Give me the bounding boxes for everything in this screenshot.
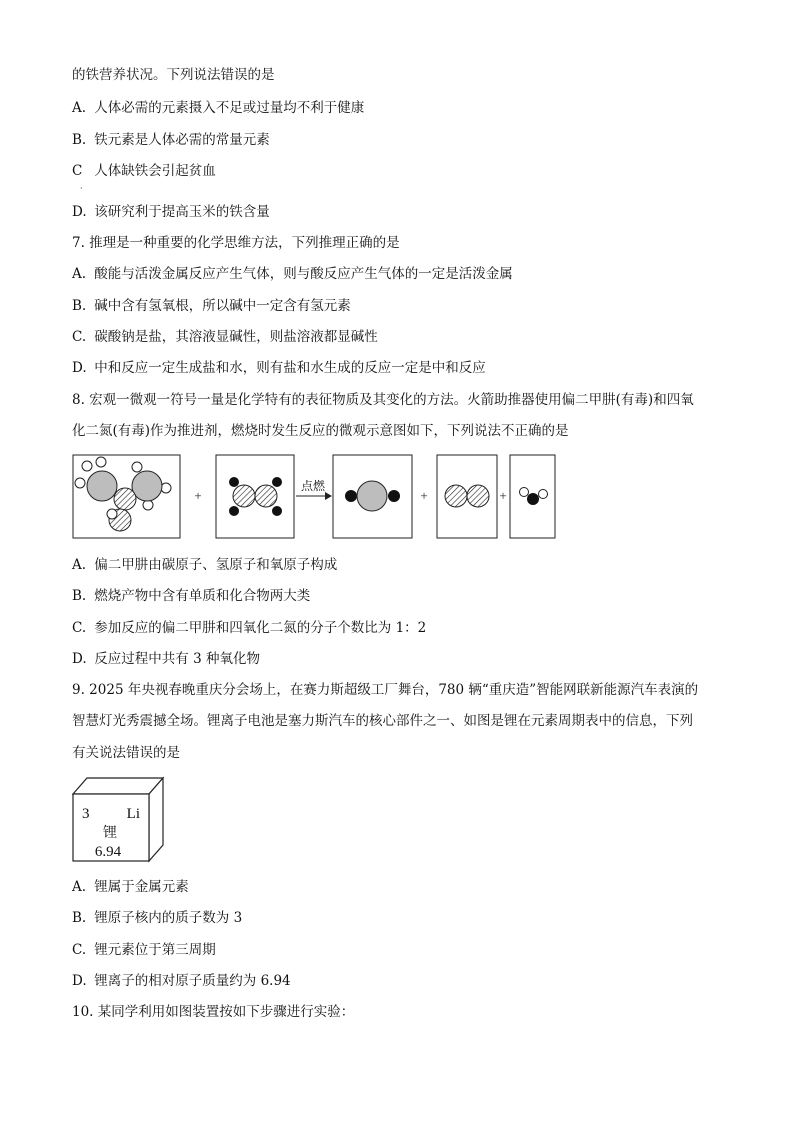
q9-stem-line3: 有关说法错误的是 (72, 745, 180, 761)
option-text: 参加反应的偏二甲肼和四氧化二氮的分子个数比为 1：2 (94, 620, 427, 636)
plus-sign-2: + (420, 488, 428, 503)
option-letter: A. (72, 879, 87, 895)
q7-stem: 7. 推理是一种重要的化学思维方法，下列推理正确的是 (72, 235, 400, 251)
ignite-label: 点燃 (300, 479, 326, 493)
option-letter: D. (72, 204, 87, 220)
option-text: 锂元素位于第三周期 (94, 942, 216, 958)
option-letter: D. (72, 651, 87, 667)
option-text: 锂原子核内的质子数为 3 (94, 910, 243, 926)
q9-option-d[interactable] (72, 972, 291, 990)
option-letter: B. (72, 132, 87, 148)
option-text: 偏二甲肼由碳原子、氢原子和氧原子构成 (94, 557, 338, 573)
option-letter: B. (72, 298, 87, 314)
option-text: 碳酸钠是盐，其溶液显碱性，则盐溶液都显碱性 (94, 329, 378, 345)
option-text: 锂属于金属元素 (94, 879, 189, 895)
q10-stem: 10. 某同学利用如图装置按如下步骤进行实验： (72, 1004, 355, 1020)
option-letter: A. (72, 557, 87, 573)
plus-sign-1: + (194, 488, 202, 503)
option-letter: C. (72, 942, 87, 958)
q8-stem-line1: 8. 宏观一微观一符号一量是化学特有的表征物质及其变化的方法。火箭助推器使用偏二甲肼(有毒)和四氧 (72, 392, 694, 408)
option-text: 碱中含有氢氧根，所以碱中一定含有氢元素 (94, 298, 351, 314)
option-text: 该研究利于提高玉米的铁含量 (94, 204, 270, 220)
option-text: 反应过程中共有 3 种氧化物 (94, 651, 260, 667)
option-letter: D. (72, 973, 87, 989)
plus-sign-3: + (499, 488, 507, 503)
q6-stem-continuation: 的铁营养状况。下列说法错误的是 (72, 67, 275, 83)
option-text: 燃烧产物中含有单质和化合物两大类 (94, 588, 311, 604)
element-symbol: Li (126, 806, 140, 822)
option-text: 酸能与活泼金属反应产生气体，则与酸反应产生气体的一定是活泼金属 (94, 266, 513, 282)
atomic-number: 3 (82, 806, 90, 822)
q9-option-a[interactable] (72, 878, 189, 896)
option-letter: A. (72, 100, 87, 116)
option-letter: A. (72, 266, 87, 282)
q9-option-b[interactable] (72, 909, 242, 927)
option-letter: C (72, 163, 83, 179)
q8-stem-line2: 化二氮(有毒)作为推进剂，燃烧时发生反应的微观示意图如下，下列说法不正确的是 (72, 423, 569, 439)
q9-stem-line2: 智慧灯光秀震撼全场。锂离子电池是塞力斯汽车的核心部件之一、如图是锂在元素周期表中的信息，下列 (72, 713, 693, 729)
element-name: 锂 (103, 825, 117, 841)
option-text: 中和反应一定生成盐和水，则有盐和水生成的反应一定是中和反应 (94, 360, 486, 376)
option-letter: D. (72, 360, 87, 376)
q9-option-c[interactable] (72, 941, 216, 959)
option-text: 锂离子的相对原子质量约为 6.94 (94, 973, 291, 989)
option-text: 人体必需的元素摄入不足或过量均不利于健康 (94, 100, 365, 116)
option-text: 人体缺铁会引起贫血 (94, 163, 216, 179)
atomic-mass: 6.94 (94, 844, 122, 860)
option-letter: C. (72, 620, 87, 636)
option-text: 铁元素是人体必需的常量元素 (94, 132, 270, 148)
option-letter: B. (72, 910, 87, 926)
option-letter: B. (72, 588, 87, 604)
option-letter: C. (72, 329, 87, 345)
q9-stem-line1: 9. 2025 年央视春晚重庆分会场上，在赛力斯超级工厂舞台，780 辆“重庆造”智能网联新能源汽车表演的 (72, 682, 699, 698)
stray-dot: · (80, 184, 83, 193)
